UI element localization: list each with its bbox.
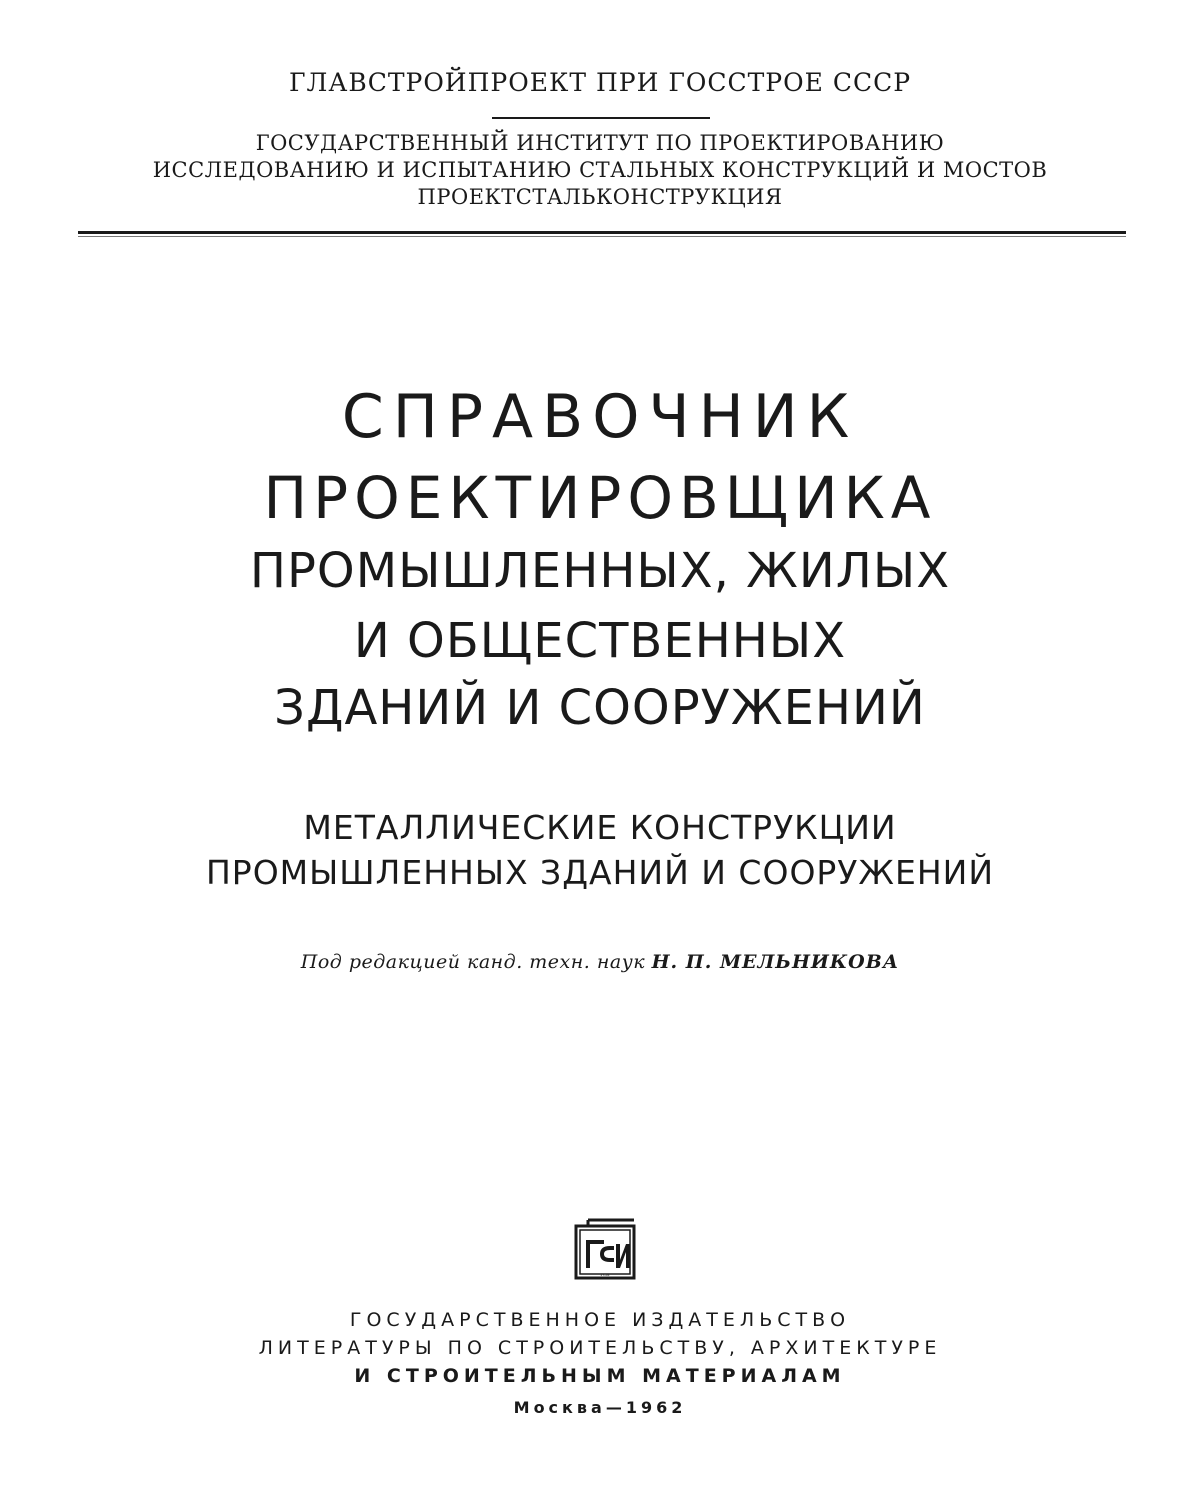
editor-prefix: Под редакцией канд. техн. наук [300,951,652,973]
city-year: Москва—1962 [513,1398,687,1417]
publisher-line-2: ЛИТЕРАТУРЫ ПО СТРОИТЕЛЬСТВУ, АРХИТЕКТУРЕ [258,1337,942,1359]
institute-name [0,130,1200,211]
publisher-logo-icon [574,1218,636,1280]
title-line-2: ПРОЕКТИРОВЩИКА [263,464,937,532]
subtitle-line-2: ПРОМЫШЛЕННЫХ ЗДАНИЙ И СООРУЖЕНИЙ [205,853,995,892]
header-rule-thin [78,236,1126,237]
subtitle-line-1: МЕТАЛЛИЧЕСКИЕ КОНСТРУКЦИИ [303,808,897,847]
publisher-line-3: И СТРОИТЕЛЬНЫМ МАТЕРИАЛАМ [354,1365,846,1387]
publisher-line-1: ГОСУДАРСТВЕННОЕ ИЗДАТЕЛЬСТВО [349,1309,851,1331]
title-line-5: ЗДАНИЙ И СООРУЖЕНИЙ [274,680,926,736]
institute-line-2: ИССЛЕДОВАНИЮ И ИСПЫТАНИЮ СТАЛЬНЫХ КОНСТРУКЦИЙ И МОСТОВ [152,158,1048,182]
title-line-4: И ОБЩЕСТВЕННЫХ [353,613,847,669]
title-line-3: ПРОМЫШЛЕННЫХ, ЖИЛЫХ [249,543,951,599]
institute-line-3: ПРОЕКТСТАЛЬКОНСТРУКЦИЯ [417,185,783,209]
editor-credit [0,951,1200,973]
organization-heading: ГЛАВСТРОЙПРОЕКТ ПРИ ГОССТРОЕ СССР [288,68,912,97]
header-divider [492,117,710,119]
editor-name: Н. П. МЕЛЬНИКОВА [651,951,900,973]
header-rule [78,231,1126,234]
logo-text: ГСИ [600,1272,610,1277]
institute-line-1: ГОСУДАРСТВЕННЫЙ ИНСТИТУТ ПО ПРОЕКТИРОВАНИЮ [255,131,945,155]
title-line-1: СПРАВОЧНИК [341,382,859,452]
